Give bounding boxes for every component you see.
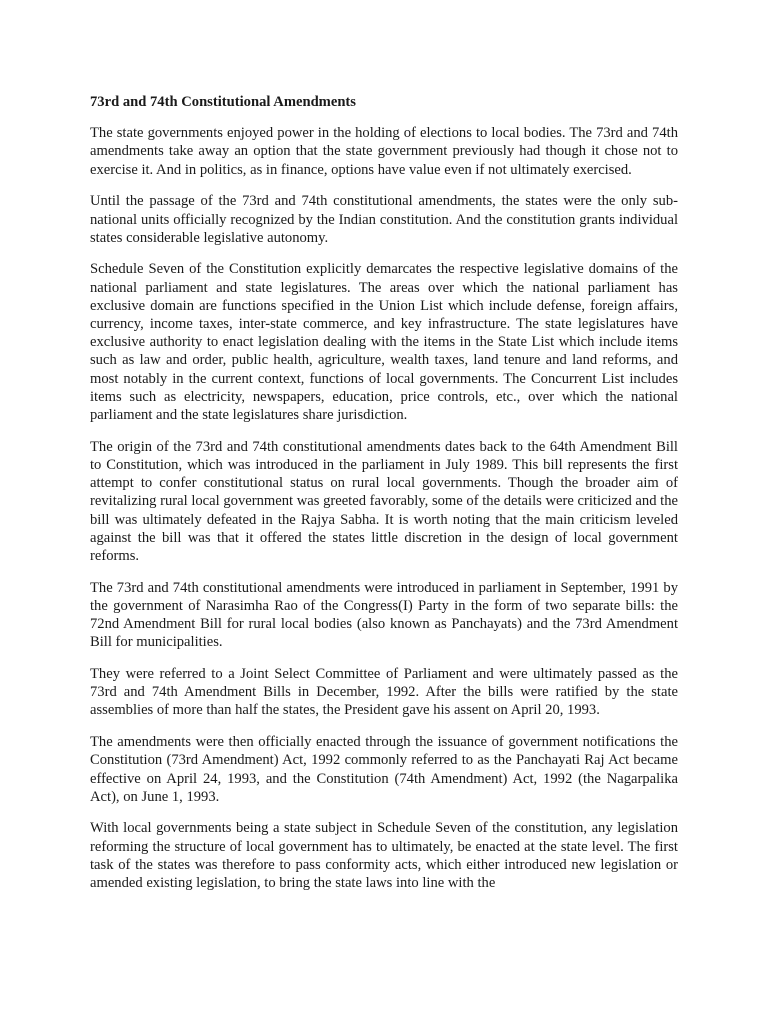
- paragraph-2: Until the passage of the 73rd and 74th constitutional amendments, the states were the only sub-national units officially recognized by the Indian constitution. And the constitution grants individual states considerable legislative autonomy.: [90, 193, 678, 246]
- paragraph-1: The state governments enjoyed power in the holding of elections to local bodies. The 73rd and 74th amendments take away an option that the state government previously had though it chose not to exercise it. And in politics, as in finance, options have value even if not ultimately exercised.: [90, 125, 678, 178]
- paragraph-4: The origin of the 73rd and 74th constitutional amendments dates back to the 64th Amendment Bill to Constitution, which was introduced in the parliament in July 1989. This bill represents the first attempt to confer constitutional status on rural local governments. Though the broader aim of revitalizing rural local government was greeted favorably, some of the details were criticized and the bill was ultimately defeated in the Rajya Sabha. It is worth noting that the main criticism leveled against the bill was that it offered the states little discretion in the design of local government reforms.: [90, 438, 678, 564]
- document-page: [90, 93, 678, 906]
- paragraph-5: The 73rd and 74th constitutional amendments were introduced in parliament in September, 1991 by the government of Narasimha Rao of the Congress(I) Party in the form of two separate bills: the 72nd Amendment Bill for rural local bodies (also known as Panchayats) and the 73rd Amendment Bill for municipalities.: [90, 579, 678, 651]
- paragraph-6: They were referred to a Joint Select Committee of Parliament and were ultimately passed as the 73rd and 74th Amendment Bills in December, 1992. After the bills were ratified by the state assemblies of more than half the states, the President gave his assent on April 20, 1993.: [90, 665, 678, 719]
- paragraph-7: The amendments were then officially enacted through the issuance of government notifications the Constitution (73rd Amendment) Act, 1992 commonly referred to as the Panchayati Raj Act became effective on April 24, 1993, and the Constitution (74th Amendment) Act, 1992 (the Nagarpalika Act), on June 1, 1993.: [90, 734, 678, 805]
- paragraph-3: Schedule Seven of the Constitution explicitly demarcates the respective legislative domains of the national parliament and state legislatures. The areas over which the national parliament has exclusive domain are functions specified in the Union List which include defense, foreign affairs, currency, income taxes, inter-state commerce, and key infrastructure. The state legislatures have exclusive authority to enact legislation dealing with the items in the State List which include items such as law and order, public health, agriculture, wealth taxes, land tenure and land reforms, and most notably in the current context, functions of local governments. The Concurrent List includes items such as electricity, newspapers, education, price controls, etc., over which the national parliament and the state legislatures share jurisdiction.: [90, 261, 678, 424]
- document-title: 73rd and 74th Constitutional Amendments: [90, 94, 356, 110]
- paragraph-8: With local governments being a state subject in Schedule Seven of the constitution, any legislation reforming the structure of local government has to ultimately, be enacted at the state level. The first task of the states was therefore to pass conformity acts, which either introduced new legislation or amended existing legislation, to bring the state laws into line with the: [90, 820, 678, 892]
